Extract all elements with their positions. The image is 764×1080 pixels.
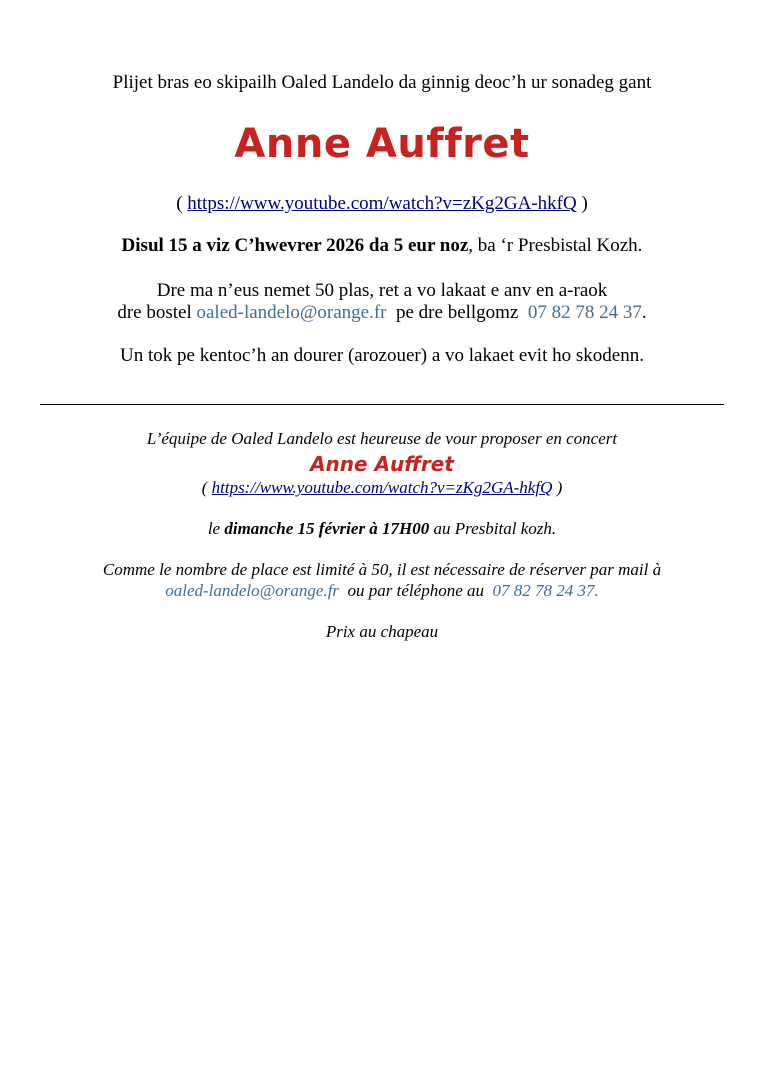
section-divider bbox=[40, 404, 724, 405]
french-date: dimanche 15 février à 17H00 bbox=[224, 519, 430, 538]
french-places-line2 bbox=[0, 581, 764, 601]
breton-note: Un tok pe kentoc’h an dourer (arozouer) a vo lakaet evit ho skodenn. bbox=[120, 345, 644, 366]
french-youtube-link[interactable]: https://www.youtube.com/watch?v=zKg2GA-hkfQ bbox=[211, 478, 553, 497]
french-email-link[interactable]: oaled-landelo@orange.fr bbox=[165, 581, 340, 600]
french-places-mid: ou par téléphone au bbox=[339, 581, 493, 600]
breton-phone: 07 82 78 24 37 bbox=[527, 302, 642, 323]
breton-date: Disul 15 a viz C’hwevrer 2026 da 5 eur noz bbox=[121, 235, 469, 256]
french-link-close: ) bbox=[552, 478, 563, 497]
breton-places-line2 bbox=[0, 302, 764, 324]
breton-artist-title: Anne Auffret bbox=[234, 121, 530, 167]
french-places-line1: Comme le nombre de place est limité à 50, il est nécessaire de réserver par mail à bbox=[102, 560, 662, 579]
breton-intro: Plijet bras eo skipailh Oaled Landelo da ginnig deoc’h ur sonadeg gant bbox=[112, 72, 652, 93]
breton-link-close: ) bbox=[576, 193, 588, 214]
french-artist-title: Anne Auffret bbox=[310, 452, 454, 476]
french-phone: 07 82 78 24 37. bbox=[492, 581, 599, 600]
french-venue: au Presbital kozh. bbox=[429, 519, 557, 538]
breton-places-end: . bbox=[641, 302, 647, 323]
breton-venue: , ba ‘r Presbistal Kozh. bbox=[468, 235, 643, 256]
breton-email-link[interactable]: oaled-landelo@orange.fr bbox=[196, 302, 387, 323]
french-date-line bbox=[0, 519, 764, 539]
breton-link-open: ( bbox=[176, 193, 188, 214]
breton-link-line bbox=[0, 193, 764, 215]
breton-places-line1: Dre ma n’eus nemet 50 plas, ret a vo lakaat e anv en a-raok bbox=[156, 280, 608, 301]
french-link-open: ( bbox=[201, 478, 212, 497]
french-link-line bbox=[0, 478, 764, 498]
breton-places-mid: pe dre bellgomz bbox=[386, 302, 528, 323]
breton-youtube-link[interactable]: https://www.youtube.com/watch?v=zKg2GA-hkfQ bbox=[187, 193, 577, 214]
french-price: Prix au chapeau bbox=[325, 622, 439, 641]
french-date-prefix: le bbox=[207, 519, 225, 538]
french-intro: L’équipe de Oaled Landelo est heureuse de vour proposer en concert bbox=[146, 429, 618, 448]
breton-places-prefix: dre bostel bbox=[117, 302, 197, 323]
breton-date-line bbox=[0, 235, 764, 257]
